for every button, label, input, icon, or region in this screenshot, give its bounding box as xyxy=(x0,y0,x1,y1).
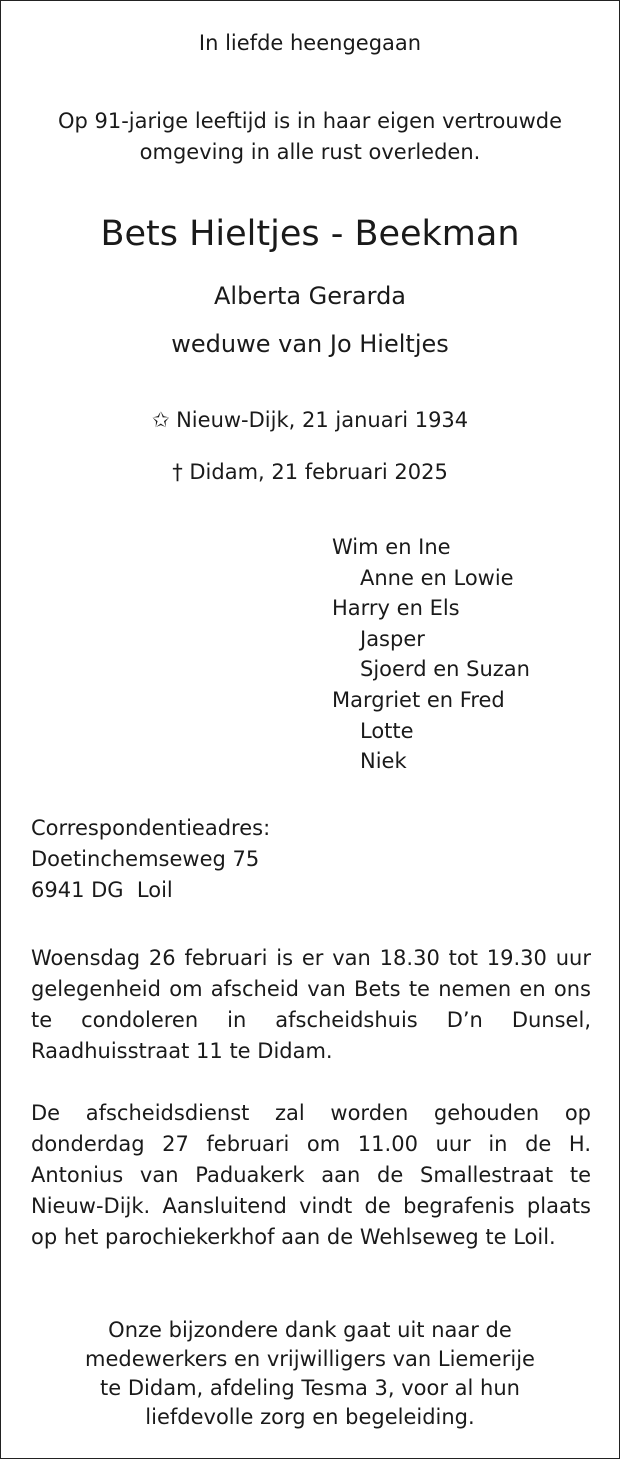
family-member: Niek xyxy=(360,749,407,774)
intro-line: omgeving in alle rust overleden. xyxy=(139,140,481,164)
thanks-line: liefdevolle zorg en begeleiding. xyxy=(145,1405,475,1429)
correspondence-street: Doetinchemseweg 75 xyxy=(31,847,260,871)
birth-line: ✩ Nieuw-Dijk, 21 januari 1934 xyxy=(151,408,469,432)
funeral-paragraph: De afscheidsdienst zal worden gehouden op donderdag 27 februari om 11.00 uur in de H. Antonius van Paduakerk aan de Smallestraat te Nieuw-Dijk. Aansluitend vindt de begrafenis plaats op het parochiekerkhof aan de Wehlseweg te Loil. xyxy=(31,1101,591,1249)
family-member: Margriet en Fred xyxy=(332,687,505,712)
family-member: Sjoerd en Suzan xyxy=(360,657,530,682)
widow-of: weduwe van Jo Hieltjes xyxy=(171,330,449,358)
correspondence-address xyxy=(31,813,270,906)
family-member: Harry en Els xyxy=(332,596,460,621)
intro-text xyxy=(1,106,619,168)
family-member: Wim en Ine xyxy=(332,535,451,559)
thanks-line: Onze bijzondere dank gaat uit naar de xyxy=(108,1318,512,1342)
condolence-paragraph: Woensdag 26 februari is er van 18.30 tot 19.30 uur gelegenheid om afscheid van Bets te nemen en ons te condoleren in afscheidshuis D’n Dunsel, Raadhuisstraat 11 te Didam. xyxy=(31,946,591,1063)
death-line: † Didam, 21 februari 2025 xyxy=(172,460,448,484)
thanks-line: te Didam, afdeling Tesma 3, voor al hun xyxy=(100,1376,520,1400)
family-member: Jasper xyxy=(360,626,425,651)
family-member: Lotte xyxy=(360,718,414,743)
thanks-line: medewerkers en vrijwilligers van Liemerije xyxy=(85,1347,535,1371)
family-member: Anne en Lowie xyxy=(360,565,514,590)
correspondence-label: Correspondentieadres: xyxy=(31,816,271,840)
deceased-name: Bets Hieltjes - Beekman xyxy=(100,214,520,254)
thanks-text xyxy=(1,1316,619,1432)
notice-heading: In liefde heengegaan xyxy=(198,31,422,55)
correspondence-postcode: 6941 DG Loil xyxy=(31,878,173,902)
family-list xyxy=(332,532,530,777)
given-names: Alberta Gerarda xyxy=(213,282,407,310)
intro-line: Op 91-jarige leeftijd is in haar eigen vertrouwde xyxy=(57,109,563,133)
